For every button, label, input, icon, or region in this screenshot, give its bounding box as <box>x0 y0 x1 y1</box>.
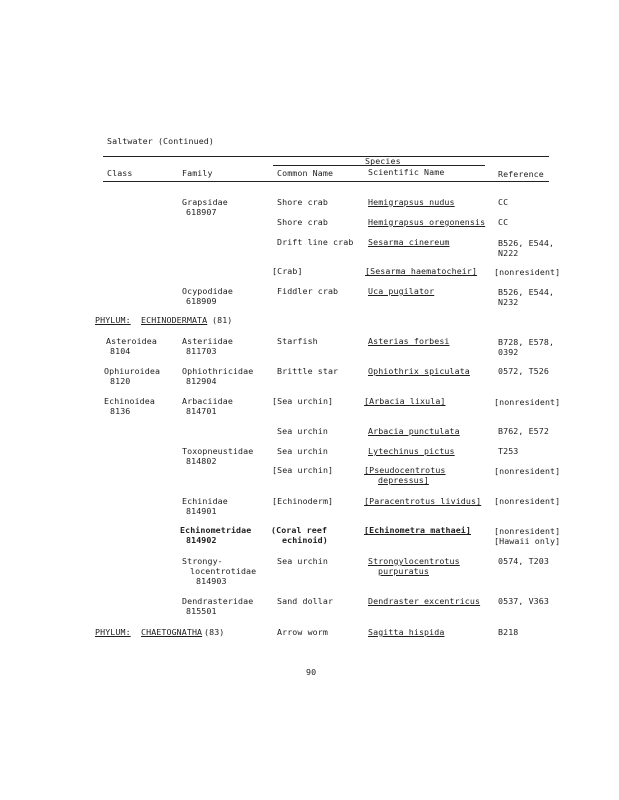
family-name: Dendrasteridae <box>182 596 254 606</box>
common-name: [Crab] <box>272 266 303 276</box>
phylum-name: ECHINODERMATA <box>141 315 208 325</box>
class-code: 8104 <box>110 346 131 356</box>
reference-line2: N232 <box>498 297 519 307</box>
class-column-header: Class <box>107 168 133 178</box>
family-name-line2: locentrotidae <box>190 566 257 576</box>
common-name: Starfish <box>277 336 318 346</box>
scientific-name: [Paracentrotus lividus] <box>364 496 482 506</box>
reference: CC <box>498 197 509 207</box>
reference: 0572, T526 <box>498 366 549 376</box>
scientific-name: [Echinometra mathaei] <box>364 525 471 535</box>
family-code: 815501 <box>186 606 217 616</box>
family-column-header: Family <box>182 168 213 178</box>
scientific-name: Uca pugilator <box>368 286 435 296</box>
family-name: Echinidae <box>182 496 228 506</box>
reference: B526, E544, <box>498 287 555 297</box>
family-code: 618907 <box>186 207 217 217</box>
reference: B762, E572 <box>498 426 549 436</box>
page-number: 90 <box>306 667 317 677</box>
common-name: Fiddler crab <box>277 286 339 296</box>
family-code: 814901 <box>186 506 217 516</box>
common-name: Sea urchin <box>277 446 328 456</box>
reference: 0574, T203 <box>498 556 549 566</box>
reference: [nonresident] <box>494 466 561 476</box>
scientific-name: Lytechinus pictus <box>368 446 455 456</box>
reference: CC <box>498 217 509 227</box>
family-name: Asteriidae <box>182 336 233 346</box>
reference: 0537, V363 <box>498 596 549 606</box>
family-code: 618909 <box>186 296 217 306</box>
reference-line2: 0392 <box>498 347 519 357</box>
scientific-name: Ophiothrix spiculata <box>368 366 470 376</box>
common-name: Shore crab <box>277 217 328 227</box>
scientific-name: Strongylocentrotus <box>368 556 460 566</box>
scientific-name: Sesarma cinereum <box>368 237 450 247</box>
reference: B218 <box>498 627 519 637</box>
reference: [nonresident] <box>494 526 561 536</box>
scientific-name: Hemigrapsus oregonensis <box>368 217 486 227</box>
class-code: 8136 <box>110 406 131 416</box>
header-top-rule <box>103 156 549 157</box>
page-heading: Saltwater (Continued) <box>107 136 214 146</box>
scientific-name: Asterias forbesi <box>368 336 450 346</box>
scientific-name: [Arbacia lixula] <box>364 396 446 406</box>
common-name: Sea urchin <box>277 556 328 566</box>
scientific-name: [Sesarma haematocheir] <box>365 266 478 276</box>
family-code: 811703 <box>186 346 217 356</box>
common-name: Brittle star <box>277 366 339 376</box>
scientific-name-column-header: Scientific Name <box>368 167 445 177</box>
scientific-name: Dendraster excentricus <box>368 596 481 606</box>
family-name: Ocypodidae <box>182 286 233 296</box>
family-name: Grapsidae <box>182 197 228 207</box>
common-name: Sand dollar <box>277 596 334 606</box>
phylum-code: (83) <box>204 627 225 637</box>
family-code: 814802 <box>186 456 217 466</box>
header-bottom-rule <box>103 181 549 182</box>
family-name: Strongy- <box>182 556 223 566</box>
family-code: 814903 <box>196 576 227 586</box>
reference: T253 <box>498 446 519 456</box>
reference-column-header: Reference <box>498 169 544 179</box>
scientific-name: Hemigrapsus nudus <box>368 197 455 207</box>
common-name: Shore crab <box>277 197 328 207</box>
common-name: [Sea urchin] <box>272 465 334 475</box>
reference: B728, E578, <box>498 337 555 347</box>
phylum-label: PHYLUM: <box>95 627 131 637</box>
species-group-header: Species <box>365 156 401 166</box>
common-name: Arrow worm <box>277 627 328 637</box>
scientific-name: Sagitta hispida <box>368 627 445 637</box>
scientific-name-line2: depressus] <box>378 475 429 485</box>
reference: [nonresident] <box>494 496 561 506</box>
phylum-code: (81) <box>212 315 233 325</box>
class-name: Echinoidea <box>104 396 155 406</box>
scientific-name: [Pseudocentrotus <box>364 465 446 475</box>
common-name-column-header: Common Name <box>277 168 334 178</box>
reference: [nonresident] <box>494 397 561 407</box>
common-name: [Echinoderm] <box>272 496 334 506</box>
class-name: Ophiuroidea <box>104 366 161 376</box>
common-name: [Sea urchin] <box>272 396 334 406</box>
family-code: 812904 <box>186 376 217 386</box>
common-name: Sea urchin <box>277 426 328 436</box>
scientific-name-line2: purpuratus <box>378 566 429 576</box>
common-name-line2: echinoid) <box>282 535 328 545</box>
family-code: 814902 <box>186 535 217 545</box>
class-code: 8120 <box>110 376 131 386</box>
phylum-name: CHAETOGNATHA <box>141 627 203 637</box>
reference-line2: [Hawaii only] <box>494 536 561 546</box>
common-name: Drift line crab <box>277 237 354 247</box>
family-name: Arbaciidae <box>182 396 233 406</box>
reference: [nonresident] <box>494 267 561 277</box>
phylum-label: PHYLUM: <box>95 315 131 325</box>
reference: B526, E544, <box>498 238 555 248</box>
scientific-name: Arbacia punctulata <box>368 426 460 436</box>
family-code: 814701 <box>186 406 217 416</box>
family-name: Echinometridae <box>180 525 252 535</box>
class-name: Asteroidea <box>106 336 157 346</box>
common-name: (Coral reef <box>271 525 328 535</box>
family-name: Toxopneustidae <box>182 446 254 456</box>
family-name: Ophiothricidae <box>182 366 254 376</box>
reference-line2: N222 <box>498 248 519 258</box>
